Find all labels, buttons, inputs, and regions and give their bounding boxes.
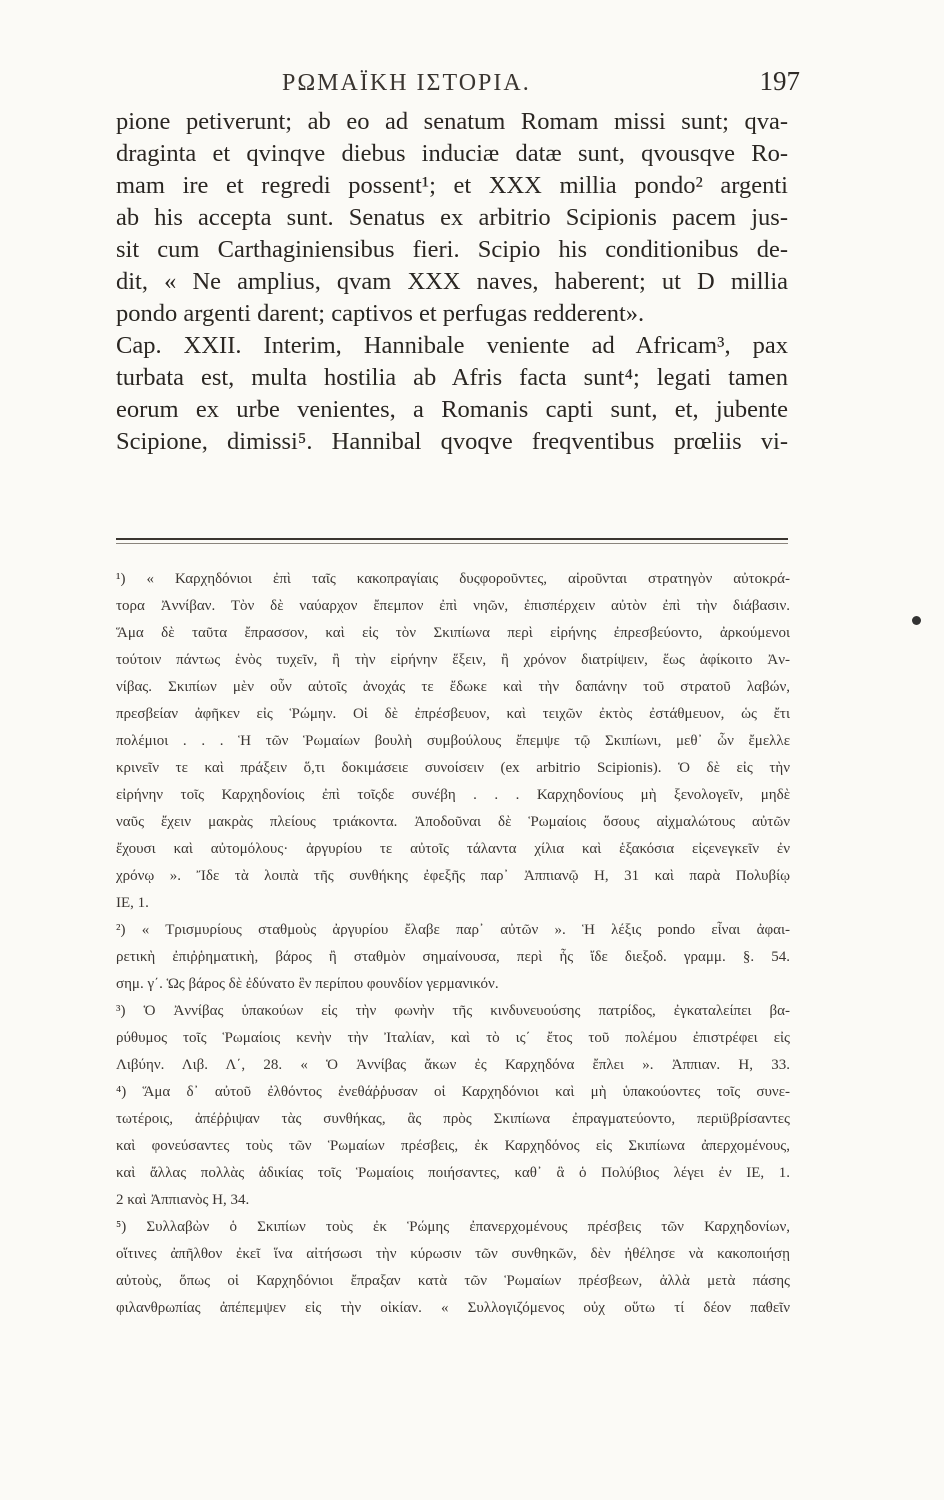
- footnote-line: ΙΕ, 1.: [116, 895, 149, 911]
- main-text-line: draginta et qvinqve diebus induciæ datæ sunt, qvousqve Ro-: [116, 140, 788, 167]
- main-text: [116, 106, 788, 458]
- footnote-line: Λιβύην. Λιβ. Λ΄, 28. « Ὁ Ἀννίβας ἄκων ἐς Καρχηδόνα ἔπλει ». Ἀππιαν. Η, 33.: [116, 1057, 790, 1073]
- footnote-line: ἔχουσι καὶ αὐτομόλους· ἀργυρίου τε αὐτοῖς τάλαντα χίλια καὶ ἑξακόσια εἰςενεγκεῖν ἐν: [116, 841, 790, 857]
- footnote-line: καὶ φονεύσαντες τοὺς τῶν Ῥωμαίων πρέσβεις, ἐκ Καρχηδόνος εἰς Σκιπίωνα ἀπερχομένους,: [116, 1138, 790, 1154]
- footnote-line: σημ. γ΄. Ὡς βάρος δὲ ἐδύνατο ἓν περίπου φουνδίον γερμανικόν.: [116, 976, 499, 992]
- footnote-line: τωτέροις, ἀπέῤῥιψαν τὰς συνθήκας, ἃς πρὸς Σκιπίωνα ἐπραγματεύοντο, περιϋβρίσαντες: [116, 1111, 790, 1127]
- footnote-divider: [116, 538, 788, 540]
- footnote-line: χρόνῳ ». Ἴδε τὰ λοιπὰ τῆς συνθήκης ἐφεξῆς παρ᾽ Ἀππιανῷ Η, 31 καὶ παρὰ Πολυβίῳ: [116, 868, 790, 884]
- footnote-line: αὐτοὺς, ὅπως οἱ Καρχηδόνιοι ἔπραξαν κατὰ τῶν Ῥωμαίων πρέσβεων, ἀλλὰ μετὰ πάσης: [116, 1273, 790, 1289]
- footnote-line: ρύθυμος τοῖς Ῥωμαίοις κενὴν τὴν Ἰταλίαν, καὶ τὸ ις΄ ἔτος τοῦ πολέμου ἐπιστρέφει εἰς: [116, 1030, 790, 1046]
- footnote-line: καὶ ἄλλας πολλὰς ἀδικίας τοῖς Ῥωμαίοις ποιήσαντες, καθ᾽ ἃ ὁ Πολύβιος λέγει ἐν ΙΕ, 1.: [116, 1165, 790, 1181]
- footnote-line: τούτοιν πάντως ἑνὸς τυχεῖν, ἢ τὴν εἰρήνην ἕξειν, ἢ χρόνον διατρίψειν, ἕως ἀφίκοιτο Ἀν-: [116, 652, 790, 668]
- page-header: [200, 66, 800, 106]
- footnote-line: πολέμιοι . . . Ἡ τῶν Ῥωμαίων βουλὴ συμβούλους ἔπεμψε τῷ Σκιπίωνι, μεθ᾽ ὧν ἔμελλε: [116, 733, 790, 749]
- footnote-line: ²) « Τρισμυρίους σταθμοὺς ἀργυρίου ἔλαβε παρ᾽ αὐτῶν ». Ἡ λέξις pondo εἶναι ἀφαι-: [116, 922, 790, 938]
- footnote-divider-thin: [116, 543, 788, 544]
- footnote-line: 2 καὶ Ἀππιανὸς Η, 34.: [116, 1192, 250, 1208]
- footnote-line: πρεσβείαν ἀφῆκεν εἰς Ῥώμην. Οἱ δὲ ἐπρέσβευον, καὶ τειχῶν ἐκτὸς ἐστάθμευον, ὡς ἔτι: [116, 706, 790, 722]
- footnote-line: φιλανθρωπίας ἀπέπεμψεν εἰς τὴν οἰκίαν. « Συλλογιζόμενος οὐχ οὕτω τί δέον παθεῖν: [116, 1300, 790, 1316]
- footnote-line: κρινεῖν τε καὶ πράξειν ὅ,τι δοκιμάσειε συνοίσειν (ex arbitrio Scipionis). Ὁ δὲ εἰς τὴν: [116, 760, 790, 776]
- main-text-line: mam ire et regredi possent¹; et XXX millia pondo² argenti: [116, 172, 788, 199]
- footnote-line: εἰρήνην τοῖς Καρχηδονίοις ἐπὶ τοῖςδε συνέβη . . . Καρχηδονίους μὴ ξενολογεῖν, μηδὲ: [116, 787, 790, 803]
- footnote-line: ναῦς ἔχειν μακρὰς πλείους τριάκοντα. Ἀποδοῦναι δὲ Ῥωμαίοις ὅσους αἰχμαλώτους αὐτῶν: [116, 814, 790, 830]
- footnote-line: ⁵) Συλλαβὼν ὁ Σκιπίων τοὺς ἐκ Ῥώμης ἐπανερχομένους πρέσβεις τῶν Καρχηδονίων,: [116, 1219, 790, 1235]
- footnote-line: ³) Ὁ Ἀννίβας ὑπακούων εἰς τὴν φωνὴν τῆς κινδυνευούσης πατρίδος, ἐγκαταλείπει βα-: [116, 1003, 790, 1019]
- ink-blot: [912, 616, 921, 625]
- footnote-line: ¹) « Καρχηδόνιοι ἐπὶ ταῖς κακοπραγίαις δυςφοροῦντες, αἱροῦνται στρατηγὸν αὐτοκρά-: [116, 571, 790, 587]
- page-number: 197: [759, 66, 800, 96]
- main-text-line: eorum ex urbe venientes, a Romanis capti sunt, et, jubente: [116, 396, 788, 423]
- footnote-line: τορα Ἀννίβαν. Τὸν δὲ ναύαρχον ἔπεμπον ἐπὶ νηῶν, ἐπισπέρχειν αὐτὸν ἐπὶ τὴν διάβασιν.: [116, 598, 790, 614]
- footnote-line: νίβας. Σκιπίων μὲν οὖν αὐτοῖς ἀνοχάς τε ἔδωκε καὶ τὴν δαπάνην τοῦ στρατοῦ λαβών,: [116, 679, 790, 695]
- main-text-line: pondo argenti darent; captivos et perfugas redderent».: [116, 300, 645, 327]
- main-text-line: dit, « Ne amplius, qvam XXX naves, haberent; ut D millia: [116, 268, 788, 295]
- main-text-line: sit cum Carthaginiensibus fieri. Scipio his conditionibus de-: [116, 236, 788, 263]
- main-text-line: pione petiverunt; ab eo ad senatum Romam missi sunt; qva-: [116, 108, 788, 135]
- footnote-line: ρετικὴ ἐπιῤῥηματικὴ, βάρος ἢ σταθμὸν σημαίνουσα, περὶ ἧς ἴδε διεξοδ. γραμμ. §. 54.: [116, 949, 790, 965]
- main-text-line: turbata est, multa hostilia ab Afris facta sunt⁴; legati tamen: [116, 364, 788, 391]
- footnote-line: ⁴) Ἅμα δ᾽ αὐτοῦ ἐλθόντος ἐνεθάῤῥυσαν οἱ Καρχηδόνιοι καὶ μὴ ὑπακούοντες τοῖς συνε-: [116, 1084, 790, 1100]
- footnote-line: Ἅμα δὲ ταῦτα ἔπρασσον, καὶ εἰς τὸν Σκιπίωνα περὶ εἰρήνης ἐπρεσβεύοντο, ἀρκούμενοι: [116, 625, 790, 641]
- footnotes: [116, 566, 790, 1322]
- footnote-line: οἵτινες ἀπῆλθον ἐκεῖ ἵνα αἰτήσωσι τὴν κύρωσιν τῶν συνθηκῶν, δὲν ἠθέλησε νὰ κακοποιήσῃ: [116, 1246, 790, 1262]
- main-text-line: Cap. XXII. Interim, Hannibale veniente ad Africam³, pax: [116, 332, 788, 359]
- running-title: ΡΩΜΑΪΚΗ ΙΣΤΟΡΙΑ.: [282, 70, 531, 96]
- main-text-line: Scipione, dimissi⁵. Hannibal qvoqve freqventibus prœliis vi-: [116, 428, 788, 455]
- main-text-line: ab his accepta sunt. Senatus ex arbitrio Scipionis pacem jus-: [116, 204, 788, 231]
